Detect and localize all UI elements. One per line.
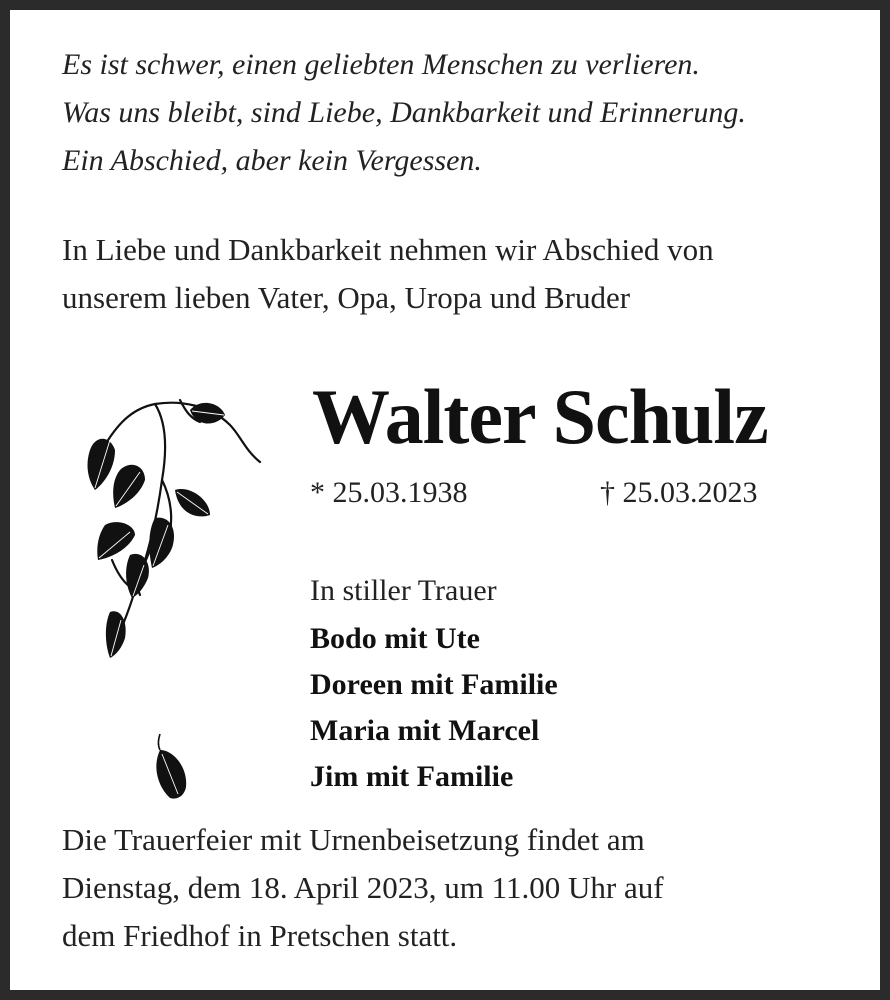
intro-line-1: In Liebe und Dankbarkeit nehmen wir Abschied von <box>62 232 714 267</box>
intro-line-2: unserem lieben Vater, Opa, Uropa und Bruder <box>62 280 631 315</box>
mourners-heading: In stiller Trauer <box>310 574 497 607</box>
quote-line-1: Es ist schwer, einen geliebten Menschen zu verlieren. <box>62 48 700 81</box>
deceased-name: Walter Schulz <box>312 373 768 460</box>
quote-line-3: Ein Abschied, aber kein Vergessen. <box>62 144 482 177</box>
mourner-name: Jim mit Familie <box>310 760 514 793</box>
mourner-name: Doreen mit Familie <box>310 668 558 701</box>
funeral-line-1: Die Trauerfeier mit Urnenbeisetzung findet am <box>62 822 645 857</box>
mourner-name: Maria mit Marcel <box>310 714 540 747</box>
funeral-line-3: dem Friedhof in Pretschen statt. <box>62 918 458 953</box>
birth-date: * 25.03.1938 <box>310 476 468 509</box>
death-date: † 25.03.2023 <box>600 476 758 509</box>
branch-illustration <box>80 390 270 665</box>
falling-leaf-illustration <box>148 732 193 802</box>
funeral-line-2: Dienstag, dem 18. April 2023, um 11.00 Uhr auf <box>62 870 664 905</box>
quote-line-2: Was uns bleibt, sind Liebe, Dankbarkeit und Erinnerung. <box>62 96 746 129</box>
mourner-name: Bodo mit Ute <box>310 622 480 655</box>
